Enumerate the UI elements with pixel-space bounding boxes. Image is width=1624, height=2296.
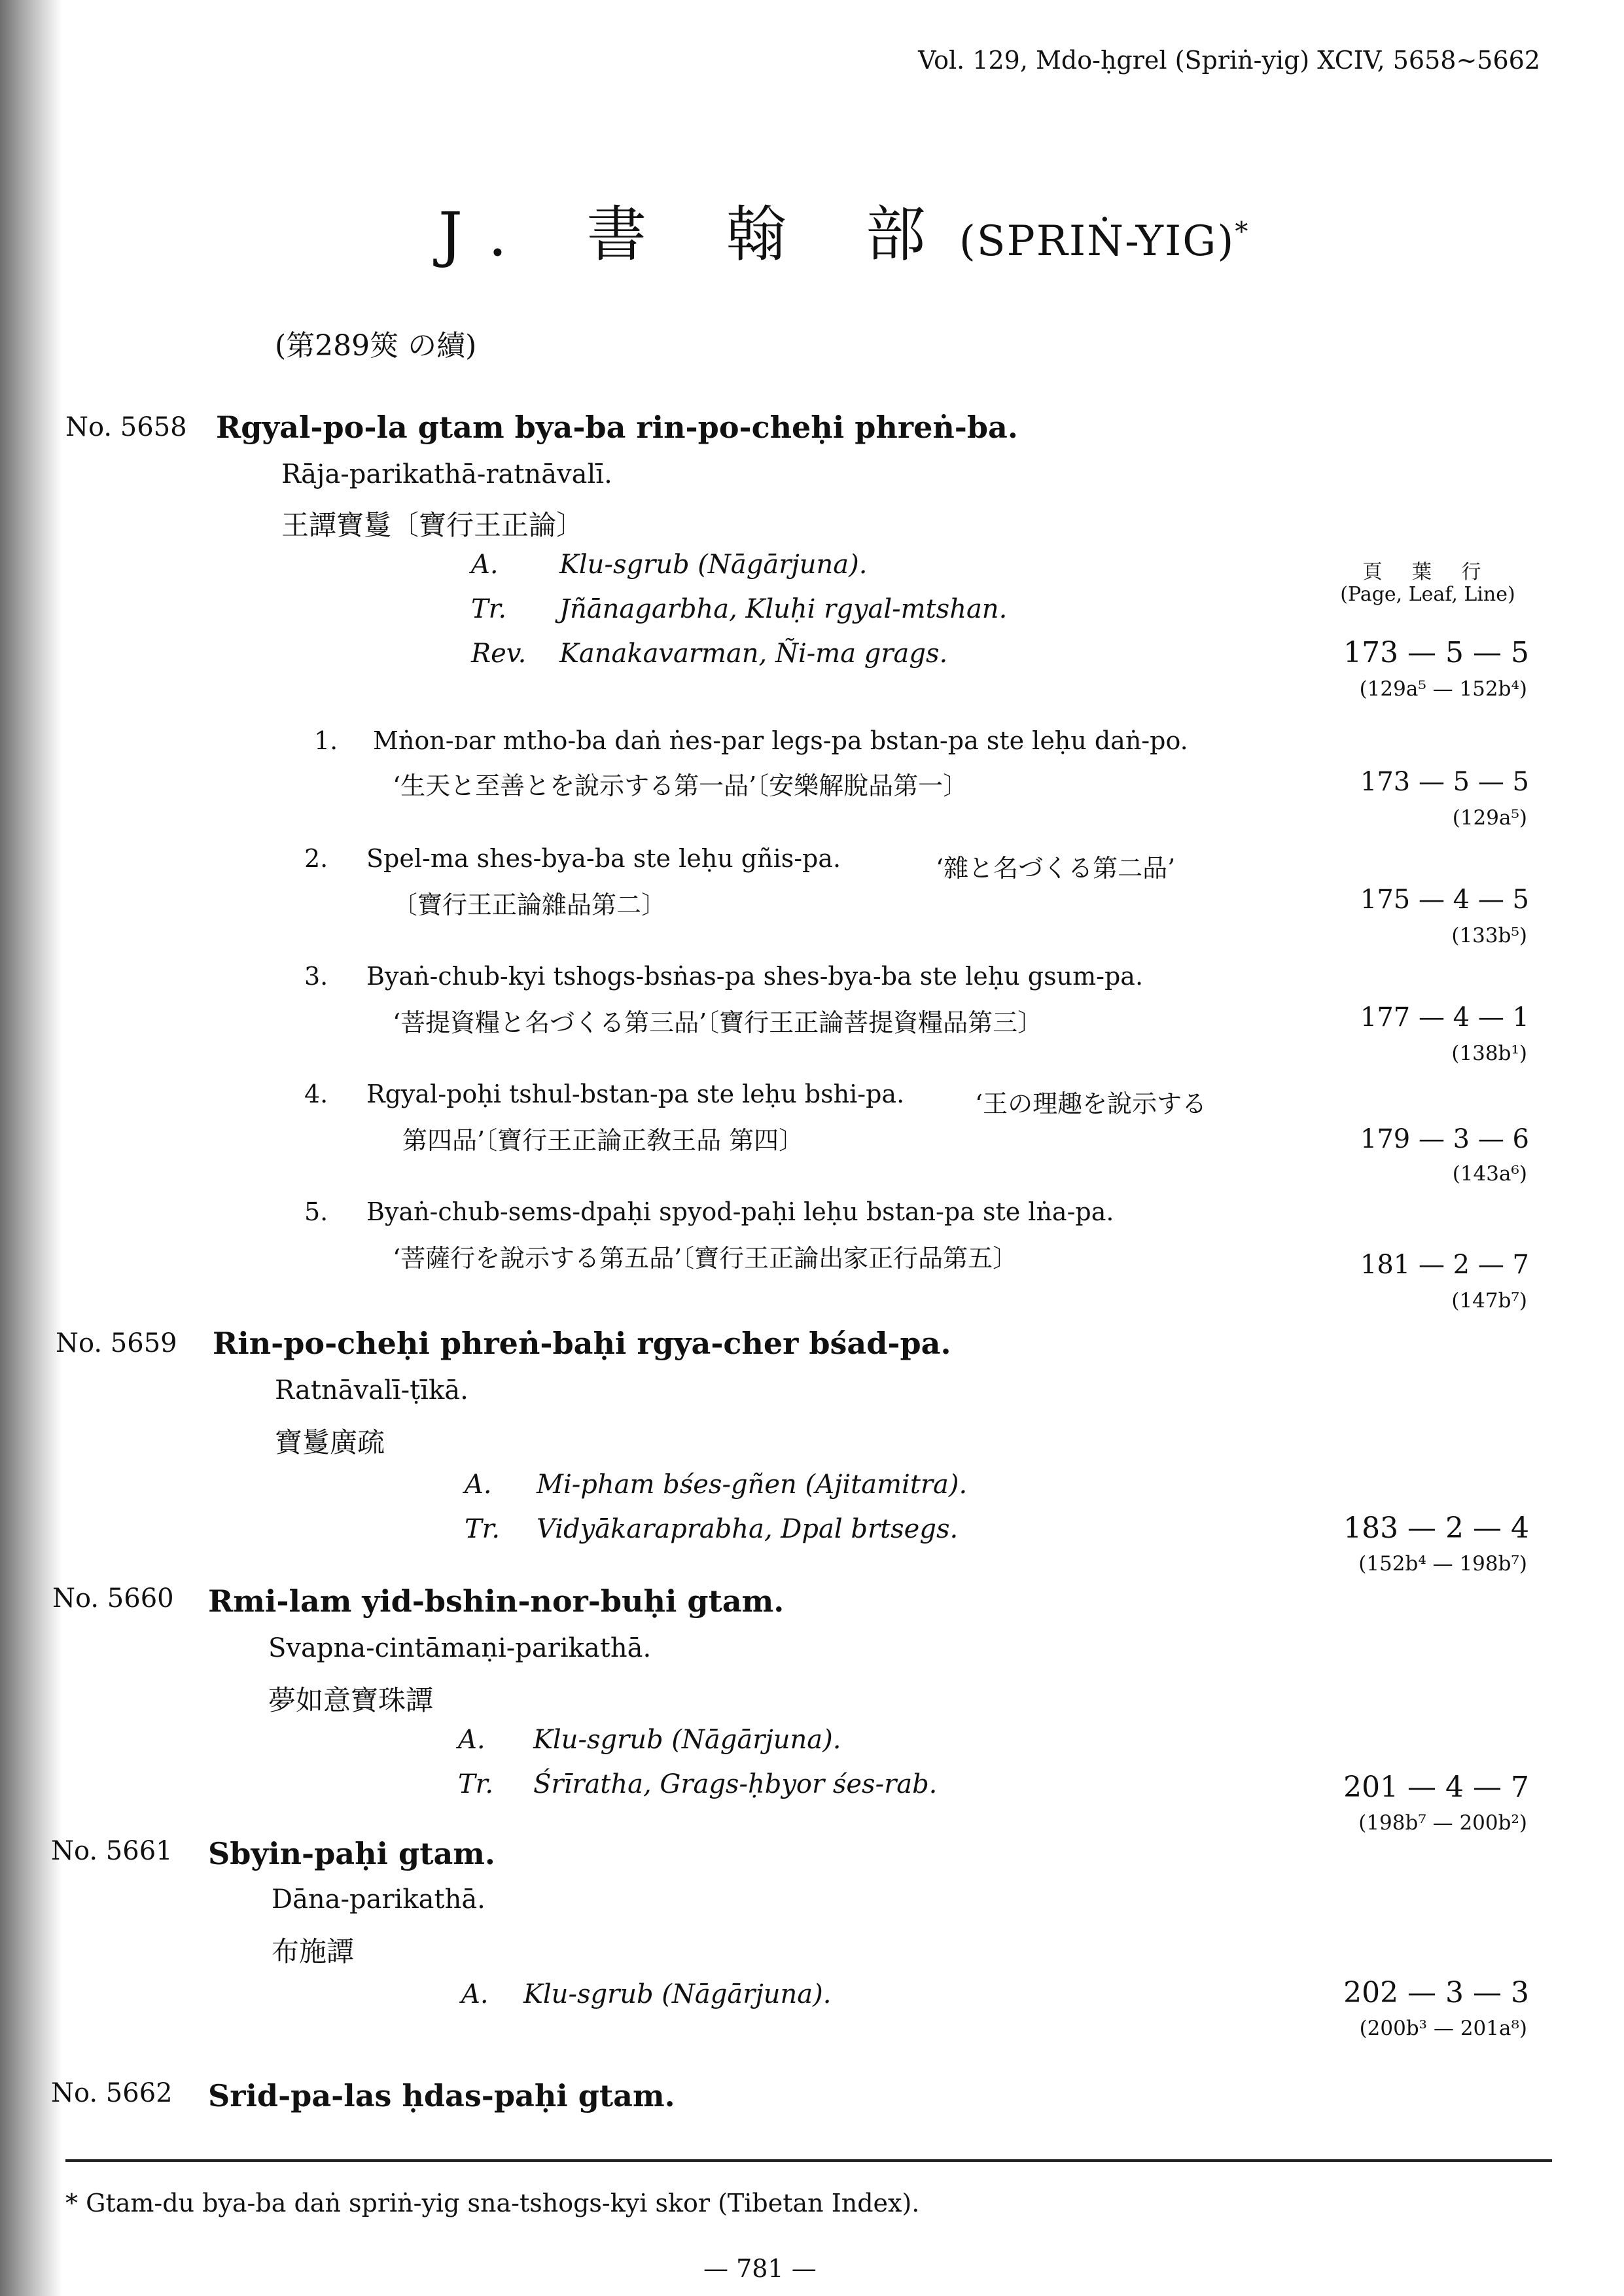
chapter-japanese: ‘生天と至善とを說示する第一品’〔安樂解脫品第一〕 — [393, 771, 968, 800]
chapter-japanese: 〔寶行王正論雜品第二〕 — [393, 891, 667, 919]
person-name: Klu-sgrub (Nāgārjuna). — [559, 550, 868, 580]
entry-title: Rmi-lam yid-bshin-nor-buḥi gtam. — [208, 1583, 785, 1619]
person-name: Klu-sgrub (Nāgārjuna). — [523, 1979, 832, 2009]
person-role: Tr. — [458, 1769, 494, 1799]
entry-number: No. 5659 — [56, 1328, 177, 1358]
section-title — [438, 186, 1249, 273]
chapter-japanese: ‘菩薩行を說示する第五品’〔寶行王正論出家正行品第五〕 — [393, 1244, 1018, 1273]
entry-number: No. 5660 — [52, 1583, 174, 1614]
entry-title: Sbyin-paḥi gtam. — [208, 1836, 495, 1871]
page-leaf-line: 179 — 3 — 6 — [1360, 1124, 1529, 1154]
chapter-title: Byaṅ-chub-sems-dpaḥi spyod-paḥi leḥu bstan-pa ste lṅa-pa. — [366, 1197, 1114, 1226]
entry-title: Rgyal-po-la gtam bya-ba rin-po-cheḥi phreṅ-ba. — [216, 410, 1018, 445]
entry-number: No. 5658 — [65, 412, 187, 442]
person-name: Kanakavarman, Ñi-ma grags. — [559, 639, 948, 669]
entry-number: No. 5662 — [51, 2078, 173, 2108]
page-number: — 781 — — [703, 2254, 817, 2283]
chapter-number: 3. — [304, 962, 328, 991]
running-header: Vol. 129, Mdo-ḥgrel (Spriṅ-yig) XCIV, 5658∼5662 — [918, 46, 1540, 75]
person-role: A. — [465, 1470, 492, 1500]
person-name: Vidyākaraprabha, Dpal brtsegs. — [537, 1514, 959, 1544]
entry-sanskrit: Svapna-cintāmaṇi-parikathā. — [268, 1633, 652, 1663]
chapter-number: 1. — [314, 726, 338, 755]
page-leaf-line: 202 — 3 — 3 — [1343, 1976, 1529, 2009]
folio-ref: (152b⁴ — 198b⁷) — [1358, 1552, 1527, 1576]
chapter-title: Spel-ma shes-bya-ba ste leḥu gñis-pa. — [366, 844, 841, 873]
entry-sanskrit: Dāna-parikathā. — [272, 1884, 485, 1915]
folio-ref: (147b⁷) — [1451, 1289, 1527, 1313]
section-title-sub: (SPRIṄ-YIG)* — [959, 217, 1250, 266]
column-header-en: (Page, Leaf, Line) — [1340, 583, 1515, 606]
chapter-number: 2. — [304, 844, 328, 873]
folio-ref: (129a⁵ — 152b⁴) — [1359, 677, 1527, 701]
entry-sanskrit: Ratnāvalī-ṭīkā. — [275, 1375, 468, 1405]
scan-shadow-edge — [0, 0, 62, 2296]
folio-ref: (198b⁷ — 200b²) — [1358, 1811, 1527, 1835]
chapter-japanese: ‘菩提資糧と名づくる第三品’〔寶行王正論菩提資糧品第三〕 — [393, 1008, 1043, 1037]
person-role: A. — [458, 1725, 485, 1755]
entry-number: No. 5661 — [51, 1836, 173, 1866]
person-role: Tr. — [471, 594, 507, 624]
person-name: Jñānagarbha, Kluḥi rgyal-mtshan. — [559, 594, 1008, 624]
page-leaf-line-header — [1323, 561, 1532, 606]
folio-ref: (143a⁶) — [1452, 1162, 1527, 1186]
folio-ref: (200b³ — 201a⁸) — [1359, 2017, 1527, 2040]
page-leaf-line: 181 — 2 — 7 — [1360, 1250, 1529, 1280]
chapter-title: Rgyal-poḥi tshul-bstan-pa ste leḥu bshi-pa. — [366, 1080, 905, 1108]
chapter-japanese: ‘王の理趣を說示する — [975, 1089, 1207, 1118]
person-name: Mi-pham bśes-gñen (Ajitamitra). — [537, 1470, 968, 1500]
page-leaf-line: 177 — 4 — 1 — [1360, 1002, 1529, 1033]
chapter-number: 5. — [304, 1197, 328, 1226]
entry-title: Rin-po-cheḥi phreṅ-baḥi rgya-cher bśad-pa. — [213, 1326, 951, 1361]
section-title-main: J. 書 翰 部 — [438, 200, 956, 270]
entry-title: Srid-pa-las ḥdas-paḥi gtam. — [208, 2078, 675, 2113]
page-leaf-line: 173 — 5 — 5 — [1360, 767, 1529, 797]
page-leaf-line: 201 — 4 — 7 — [1343, 1771, 1529, 1804]
entry-sanskrit: Rāja-parikathā-ratnāvalī. — [281, 459, 612, 489]
page-leaf-line: 183 — 2 — 4 — [1343, 1511, 1529, 1545]
page-leaf-line: 175 — 4 — 5 — [1360, 885, 1529, 915]
person-name: Klu-sgrub (Nāgārjuna). — [533, 1725, 841, 1755]
chapter-title: Mṅon-ᴅar mtho-ba daṅ ṅes-par legs-pa bstan-pa ste leḥu daṅ-po. — [373, 726, 1188, 755]
continuation-note: (第289筴 の續) — [275, 329, 477, 362]
entry-chinese: 夢如意寶珠譚 — [268, 1684, 434, 1716]
page-leaf-line: 173 — 5 — 5 — [1343, 636, 1529, 669]
chapter-japanese: ‘雜と名づくる第二品’ — [936, 854, 1176, 883]
person-role: Tr. — [465, 1514, 501, 1544]
chapter-title: Byaṅ-chub-kyi tshogs-bsṅas-pa shes-bya-ba ste leḥu gsum-pa. — [366, 962, 1144, 991]
folio-ref: (133b⁵) — [1451, 924, 1527, 947]
entry-chinese: 布施譚 — [272, 1935, 355, 1968]
chapter-number: 4. — [304, 1080, 328, 1108]
entry-chinese: 寶鬘廣疏 — [275, 1426, 385, 1458]
column-header-jp: 頁 葉 行 — [1362, 561, 1493, 584]
folio-ref: (129a⁵) — [1452, 806, 1527, 830]
footnote: * Gtam-du bya-ba daṅ spriṅ-yig sna-tshogs-kyi skor (Tibetan Index). — [65, 2189, 920, 2217]
chapter-japanese: 第四品’〔寶行王正論正敎王品 第四〕 — [402, 1126, 804, 1155]
entry-chinese: 王譚寶鬘〔寶行王正論〕 — [281, 509, 584, 541]
person-role: A. — [471, 550, 499, 580]
person-role: A. — [461, 1979, 489, 2009]
person-name: Śrīratha, Grags-ḥbyor śes-rab. — [533, 1769, 938, 1799]
folio-ref: (138b¹) — [1451, 1042, 1527, 1065]
footnote-mark: * — [1235, 217, 1250, 247]
person-role: Rev. — [471, 639, 527, 669]
footnote-rule — [65, 2159, 1552, 2162]
